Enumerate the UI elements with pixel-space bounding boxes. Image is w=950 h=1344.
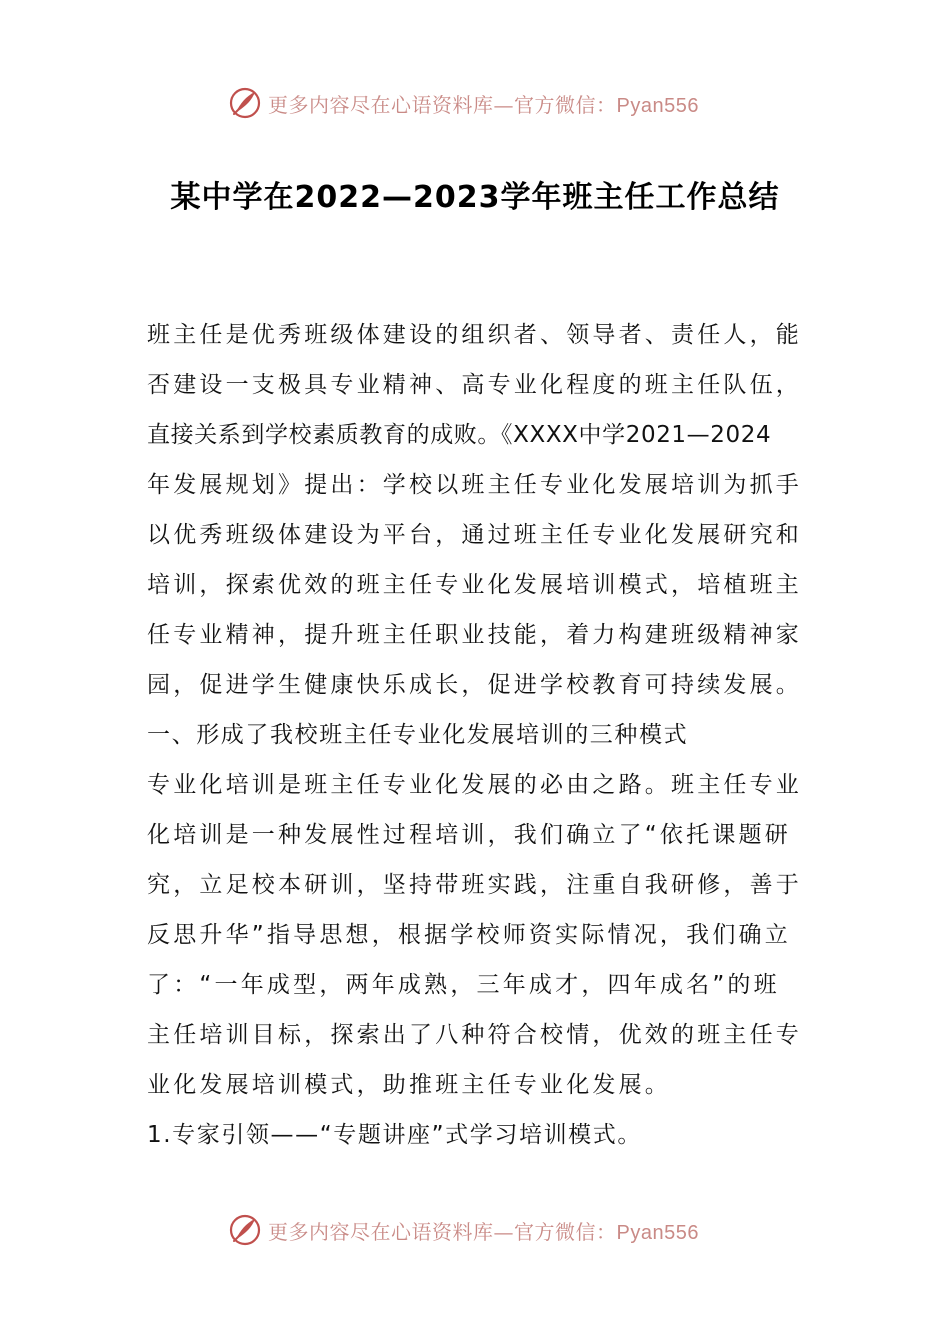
paragraph-line: 任专业精神，提升班主任职业技能，着力构建班级精神家 (147, 622, 802, 648)
paragraph-line: 化培训是一种发展性过程培训，我们确立了“依托课题研 (147, 822, 791, 848)
document-body (147, 310, 811, 1160)
paragraph-line: 业化发展培训模式，助推班主任专业化发展。 (147, 1072, 671, 1098)
paragraph-line: 主任培训目标，探索出了八种符合校情，优效的班主任专 (147, 1022, 802, 1048)
paragraph-line: 否建设一支极具专业精神、高专业化程度的班主任队伍， (147, 372, 802, 398)
quill-logo-icon (228, 86, 262, 120)
watermark-text: 更多内容尽在心语资料库—官方微信：Pyan556 (268, 1219, 699, 1244)
watermark-wechat-id: Pyan556 (616, 94, 699, 117)
paragraph-line: 班主任是优秀班级体建设的组织者、领导者、责任人，能 (147, 322, 802, 348)
paragraph-line: 以优秀班级体建设为平台，通过班主任专业化发展研究和 (147, 522, 802, 548)
paragraph-line: 了：“一年成型，两年成熟，三年成才，四年成名”的班 (147, 972, 780, 998)
paragraph-line: 直接关系到学校素质教育的成败。《XXXX中学2021—2024 (147, 422, 772, 448)
paragraph-line: 培训，探索优效的班主任专业化发展培训模式，培植班主 (147, 572, 802, 598)
paragraph-line: 专业化培训是班主任专业化发展的必由之路。班主任专业 (147, 772, 802, 798)
section-heading: 一、形成了我校班主任专业化发展培训的三种模式 (147, 722, 689, 748)
subsection-heading: 1.专家引领——“专题讲座”式学习培训模式。 (147, 1122, 642, 1148)
document-title: 某中学在2022—2023学年班主任工作总结 (170, 180, 780, 215)
paragraph-line: 反思升华”指导思想，根据学校师资实际情况，我们确立 (147, 922, 791, 948)
watermark-wechat-id: Pyan556 (616, 1221, 699, 1244)
watermark-text: 更多内容尽在心语资料库—官方微信：Pyan556 (268, 92, 699, 117)
paragraph-line: 年发展规划》提出：学校以班主任专业化发展培训为抓手 (147, 472, 802, 498)
paragraph-line: 究，立足校本研训，坚持带班实践，注重自我研修，善于 (147, 872, 802, 898)
quill-logo-icon (228, 1213, 262, 1247)
paragraph-line: 园，促进学生健康快乐成长，促进学校教育可持续发展。 (147, 672, 802, 698)
watermark-footer (228, 1210, 748, 1250)
watermark-header (228, 83, 748, 123)
